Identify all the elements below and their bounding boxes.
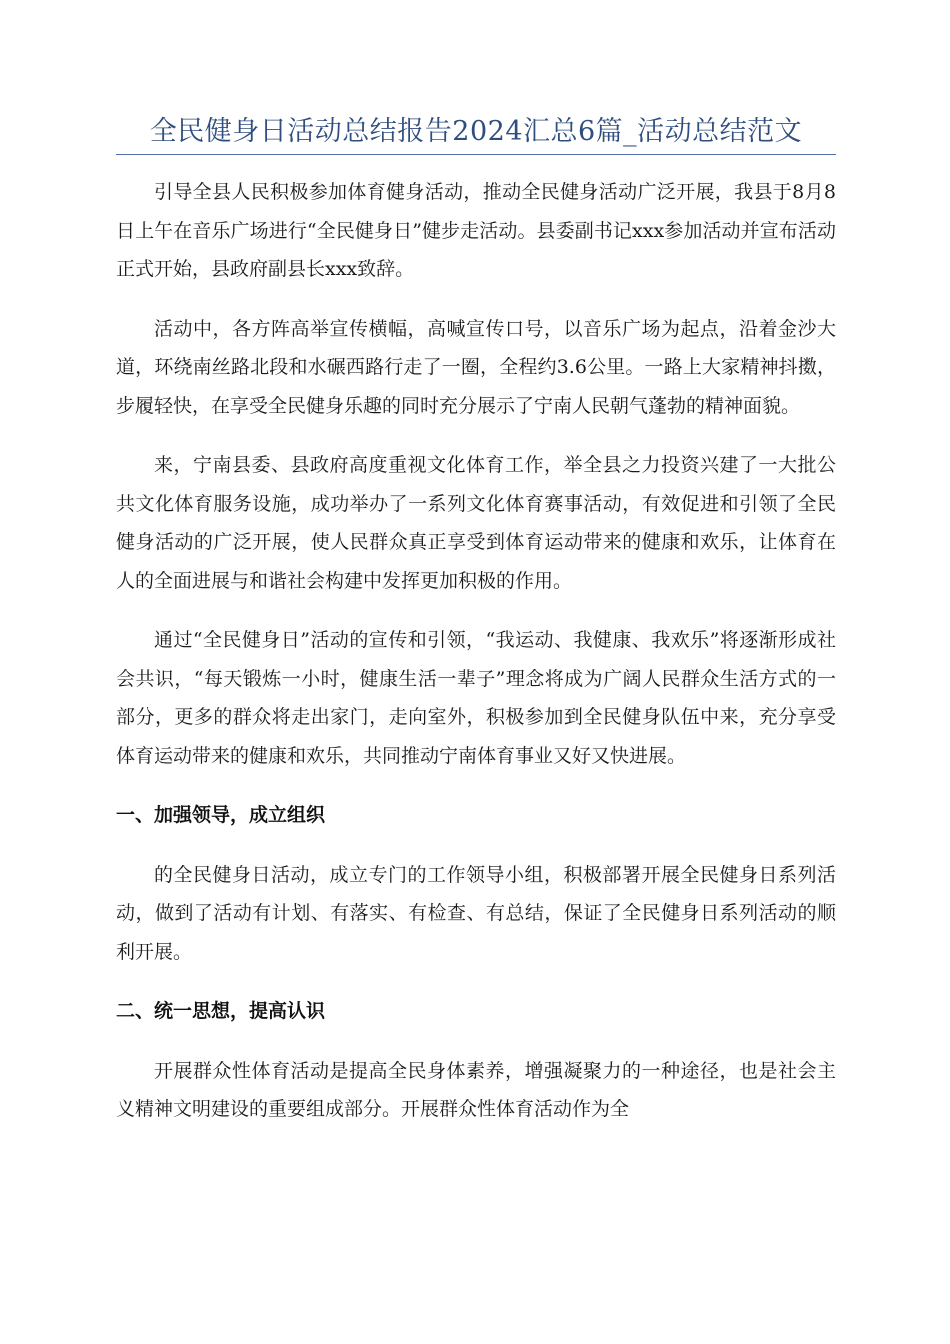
paragraph-2: 活动中，各方阵高举宣传横幅，高喊宣传口号，以音乐广场为起点，沿着金沙大道，环绕南丝路北段和水碾西路行走了一圈，全程约3.6公里。一路上大家精神抖擞，步履轻快，在享受全民健身乐趣的同时充分展示了宁南人民朝气蓬勃的精神面貌。 bbox=[116, 317, 836, 417]
paragraph-4: 通过“全民健身日”活动的宣传和引领，“我运动、我健康、我欢乐”将逐渐形成社会共识，“每天锻炼一小时，健康生活一辈子”理念将成为广阔人民群众生活方式的一部分，更多的群众将走出家门，走向室外，积极参加到全民健身队伍中来，充分享受体育运动带来的健康和欢乐，共同推动宁南体育事业又好又快进展。 bbox=[116, 629, 836, 767]
section-heading-2: 二、统一思想，提高认识 bbox=[116, 1000, 326, 1022]
document-title: 全民健身日活动总结报告2024汇总6篇_活动总结范文 bbox=[149, 116, 803, 147]
paragraph-1: 引导全县人民积极参加体育健身活动，推动全民健身活动广泛开展，我县于8月8日上午在音乐广场进行“全民健身日”健步走活动。县委副书记xxx参加活动并宣布活动正式开始，县政府副县长xxx致辞。 bbox=[116, 181, 836, 280]
document-body bbox=[116, 173, 836, 1150]
title-underline bbox=[116, 154, 836, 155]
section-heading-1: 一、加强领导，成立组织 bbox=[116, 804, 326, 826]
paragraph-5: 的全民健身日活动，成立专门的工作领导小组，积极部署开展全民健身日系列活动，做到了活动有计划、有落实、有检查、有总结，保证了全民健身日系列活动的顺利开展。 bbox=[116, 863, 836, 963]
paragraph-6: 开展群众性体育活动是提高全民身体素养，增强凝聚力的一种途径，也是社会主义精神文明建设的重要组成部分。开展群众性体育活动作为全 bbox=[116, 1059, 836, 1120]
paragraph-3: 来，宁南县委、县政府高度重视文化体育工作，举全县之力投资兴建了一大批公共文化体育服务设施，成功举办了一系列文化体育赛事活动，有效促进和引领了全民健身活动的广泛开展，使人民群众真正享受到体育运动带来的健康和欢乐，让体育在人的全面进展与和谐社会构建中发挥更加积极的作用。 bbox=[116, 454, 836, 592]
